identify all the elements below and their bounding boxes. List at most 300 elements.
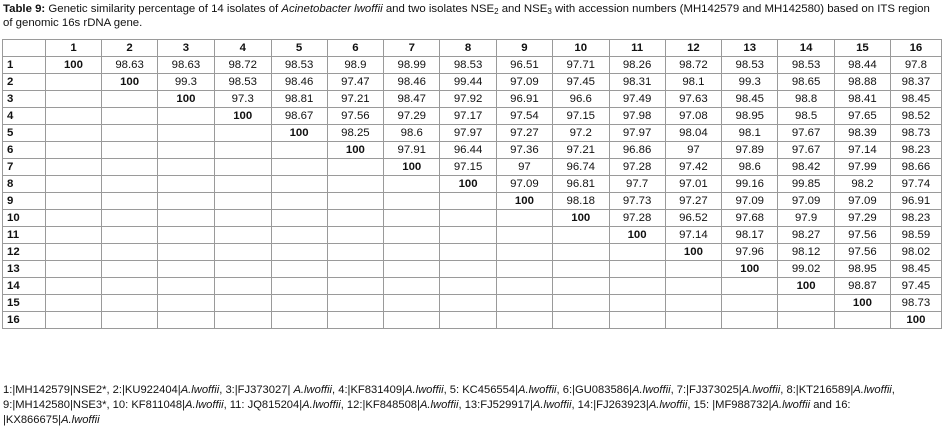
similarity-cell: 97.96 [722,244,778,261]
row-header: 5 [3,125,46,142]
similarity-cell: 98.42 [778,159,835,176]
similarity-cell: 98.65 [778,74,835,91]
row-header: 15 [3,295,46,312]
column-header: 13 [722,40,778,57]
similarity-cell: 98.59 [890,227,941,244]
similarity-cell [214,176,271,193]
caption-subscript: 2 [494,7,499,16]
similarity-cell: 97.8 [890,57,941,74]
similarity-cell: 99.3 [158,74,215,91]
table-row [3,295,942,312]
table-row [3,159,942,176]
similarity-cell: 97.63 [665,91,722,108]
similarity-cell: 97.21 [327,91,384,108]
similarity-cell: 97.29 [384,108,440,125]
similarity-cell [722,278,778,295]
similarity-cell [102,244,158,261]
footnote-species: A.lwoffii [293,384,333,396]
similarity-cell: 98.63 [102,57,158,74]
similarity-cell [158,261,215,278]
similarity-cell [45,159,101,176]
similarity-cell: 98.46 [271,74,327,91]
column-header: 16 [890,40,941,57]
similarity-cell: 97.09 [496,176,552,193]
footnote-text: , 11: JQ815204| [223,399,303,411]
similarity-cell [778,312,835,329]
column-header: 6 [327,40,384,57]
footnote-text: , 15: |MF988732| [687,399,772,411]
similarity-cell [609,312,665,329]
similarity-cell [722,312,778,329]
similarity-cell [496,261,552,278]
similarity-cell: 99.44 [440,74,497,91]
similarity-cell: 97.27 [496,125,552,142]
diagonal-cell: 100 [609,227,665,244]
table-row [3,278,942,295]
similarity-cell [384,312,440,329]
similarity-cell [45,108,101,125]
row-header: 10 [3,210,46,227]
footnote-species: A.lwoffii [61,414,100,426]
similarity-cell [45,210,101,227]
similarity-cell: 98.37 [890,74,941,91]
similarity-cell [214,125,271,142]
similarity-cell [327,244,384,261]
similarity-cell [271,295,327,312]
similarity-cell: 96.6 [552,91,609,108]
similarity-cell [102,159,158,176]
footnote-species: A.lwoffii [185,399,224,411]
table-header-row [3,40,942,57]
similarity-cell: 97.36 [496,142,552,159]
similarity-cell [158,244,215,261]
diagonal-cell: 100 [496,193,552,210]
similarity-cell: 98.52 [890,108,941,125]
diagonal-cell: 100 [440,176,497,193]
similarity-cell: 98.73 [890,295,941,312]
similarity-cell [271,193,327,210]
similarity-cell [327,159,384,176]
similarity-cell [214,312,271,329]
similarity-cell: 98.81 [271,91,327,108]
similarity-cell: 97.67 [778,142,835,159]
similarity-cell [384,176,440,193]
similarity-cell: 97.15 [552,108,609,125]
table-footnote [3,383,939,428]
similarity-cell: 98.23 [890,142,941,159]
similarity-cell [45,312,101,329]
similarity-cell [552,261,609,278]
similarity-cell [665,278,722,295]
similarity-cell: 98.88 [835,74,891,91]
row-header: 12 [3,244,46,261]
column-header: 4 [214,40,271,57]
diagonal-cell: 100 [778,278,835,295]
similarity-cell: 96.86 [609,142,665,159]
similarity-cell [102,193,158,210]
similarity-cell [102,125,158,142]
similarity-cell: 97.99 [835,159,891,176]
similarity-cell: 97.09 [835,193,891,210]
similarity-cell [609,244,665,261]
similarity-cell [102,210,158,227]
table-row [3,193,942,210]
similarity-cell: 97.54 [496,108,552,125]
similarity-cell: 96.91 [496,91,552,108]
similarity-cell: 98.25 [327,125,384,142]
similarity-cell [45,176,101,193]
similarity-cell: 98.95 [722,108,778,125]
similarity-cell: 97.3 [214,91,271,108]
similarity-cell [552,244,609,261]
caption-label: Table 9: [3,3,46,15]
similarity-cell [158,108,215,125]
similarity-cell [327,176,384,193]
similarity-cell: 98.45 [890,91,941,108]
similarity-cell [45,278,101,295]
similarity-cell [835,312,891,329]
similarity-cell: 97.68 [722,210,778,227]
similarity-cell [102,312,158,329]
diagonal-cell: 100 [722,261,778,278]
similarity-cell: 98.26 [609,57,665,74]
similarity-cell: 98.04 [665,125,722,142]
table-row [3,312,942,329]
footnote-species: A.lwoffii [741,384,781,396]
column-header: 15 [835,40,891,57]
similarity-cell: 97.67 [778,125,835,142]
similarity-cell [158,278,215,295]
similarity-cell [327,227,384,244]
similarity-cell: 98.53 [214,74,271,91]
footnote-text: and 16: |KX866675| [3,399,851,426]
similarity-cell [271,312,327,329]
similarity-cell: 98.66 [890,159,941,176]
similarity-cell: 97.09 [722,193,778,210]
similarity-cell: 96.74 [552,159,609,176]
similarity-cell [45,91,101,108]
table-row [3,108,942,125]
similarity-cell: 96.51 [496,57,552,74]
similarity-cell: 98.12 [778,244,835,261]
similarity-cell: 98.45 [890,261,941,278]
footnote-text: , 6:|GU083586| [556,384,633,396]
similarity-cell: 98.95 [835,261,891,278]
similarity-cell: 97.27 [665,193,722,210]
footnote-text: , 9:|MH142580|NSE3*, 10: KF811048| [3,384,895,411]
similarity-cell [384,261,440,278]
table-row [3,74,942,91]
similarity-cell [214,142,271,159]
similarity-cell [496,278,552,295]
footnote-species: A.lwoffii [771,399,811,411]
column-header: 3 [158,40,215,57]
caption-text: Genetic similarity percentage of 14 isolates of [45,3,282,15]
caption-text: and two isolates NSE [382,3,495,15]
similarity-cell [327,210,384,227]
similarity-cell [665,261,722,278]
similarity-cell: 97.28 [609,159,665,176]
row-header: 6 [3,142,46,159]
similarity-cell: 97.29 [835,210,891,227]
similarity-cell: 97.9 [778,210,835,227]
similarity-cell [45,295,101,312]
footnote-species: A.lwoffii [853,384,892,396]
similarity-cell [552,278,609,295]
diagonal-cell: 100 [327,142,384,159]
similarity-cell: 98.72 [665,57,722,74]
similarity-cell: 97.2 [552,125,609,142]
table-row [3,142,942,159]
similarity-cell: 98.53 [440,57,497,74]
similarity-cell: 96.52 [665,210,722,227]
column-header: 7 [384,40,440,57]
similarity-cell [214,210,271,227]
similarity-cell [552,227,609,244]
similarity-cell [384,193,440,210]
similarity-cell: 98.39 [835,125,891,142]
similarity-cell: 99.85 [778,176,835,193]
similarity-cell: 97.56 [835,227,891,244]
table-row [3,176,942,193]
column-header: 1 [45,40,101,57]
similarity-cell [665,312,722,329]
similarity-cell [158,312,215,329]
footnote-text: , 12:|KF848508| [340,399,420,411]
similarity-cell [271,176,327,193]
row-header: 8 [3,176,46,193]
similarity-cell: 99.02 [778,261,835,278]
similarity-cell: 98.31 [609,74,665,91]
column-header: 14 [778,40,835,57]
caption-species: Acinetobacter lwoffii [281,3,383,15]
table-caption [3,2,937,30]
similarity-cell [158,159,215,176]
table-row [3,261,942,278]
similarity-cell [722,295,778,312]
row-header: 14 [3,278,46,295]
similarity-cell [440,295,497,312]
footnote-text: , 5: KC456554| [443,384,518,396]
similarity-cell [45,74,101,91]
similarity-cell [327,261,384,278]
footnote-text: , 8:|KT216589| [780,384,854,396]
similarity-cell: 97.73 [609,193,665,210]
similarity-cell: 99.3 [722,74,778,91]
similarity-cell [102,91,158,108]
column-header: 11 [609,40,665,57]
similarity-cell [496,295,552,312]
similarity-cell [778,295,835,312]
similarity-cell [45,125,101,142]
column-header: 2 [102,40,158,57]
footnote-species: A.lwoffii [405,384,444,396]
similarity-cell: 98.6 [384,125,440,142]
similarity-cell: 98.47 [384,91,440,108]
similarity-cell: 97.98 [609,108,665,125]
similarity-cell: 97.65 [835,108,891,125]
similarity-cell [158,295,215,312]
similarity-cell [45,142,101,159]
similarity-cell: 98.72 [214,57,271,74]
similarity-cell [158,176,215,193]
footnote-text: , 4:|KF831409| [332,384,406,396]
similarity-cell [271,210,327,227]
row-header: 7 [3,159,46,176]
similarity-cell [45,227,101,244]
table-row [3,91,942,108]
diagonal-cell: 100 [384,159,440,176]
similarity-cell: 97.17 [440,108,497,125]
similarity-cell: 98.5 [778,108,835,125]
similarity-cell: 98.99 [384,57,440,74]
diagonal-cell: 100 [552,210,609,227]
similarity-cell [609,261,665,278]
similarity-cell [214,278,271,295]
footnote-species: A.lwoffii [632,384,671,396]
similarity-cell [327,278,384,295]
similarity-cell: 98.63 [158,57,215,74]
table-row [3,57,942,74]
similarity-cell [384,278,440,295]
similarity-cell [271,244,327,261]
similarity-cell: 97.74 [890,176,941,193]
similarity-cell [440,244,497,261]
footnote-text: , 3:|FJ373027| [219,384,294,396]
footnote-text: 1:|MH142579|NSE2*, 2:|KU922404| [3,384,181,396]
similarity-cell: 98.27 [778,227,835,244]
table-row [3,210,942,227]
similarity-cell [609,295,665,312]
similarity-cell [45,193,101,210]
similarity-cell: 98.41 [835,91,891,108]
similarity-cell: 97.56 [327,108,384,125]
similarity-cell: 96.44 [440,142,497,159]
footnote-species: A.lwoffii [518,384,557,396]
similarity-cell: 98.2 [835,176,891,193]
diagonal-cell: 100 [214,108,271,125]
similarity-cell [384,244,440,261]
similarity-cell [102,295,158,312]
diagonal-cell: 100 [102,74,158,91]
similarity-cell [440,210,497,227]
similarity-cell: 98.6 [722,159,778,176]
similarity-cell: 98.67 [271,108,327,125]
similarity-cell: 97.47 [327,74,384,91]
similarity-cell: 97.45 [552,74,609,91]
similarity-cell [440,261,497,278]
similarity-cell [158,142,215,159]
row-header: 11 [3,227,46,244]
similarity-cell: 98.87 [835,278,891,295]
diagonal-cell: 100 [665,244,722,261]
similarity-table [2,39,942,329]
similarity-cell [158,125,215,142]
similarity-cell: 98.1 [722,125,778,142]
table-row [3,227,942,244]
table-row [3,125,942,142]
similarity-cell [214,193,271,210]
similarity-cell: 97.92 [440,91,497,108]
column-header: 10 [552,40,609,57]
similarity-cell [158,193,215,210]
similarity-cell [214,261,271,278]
similarity-cell: 98.02 [890,244,941,261]
similarity-cell: 97.09 [496,74,552,91]
row-header: 16 [3,312,46,329]
similarity-cell: 97.14 [835,142,891,159]
similarity-cell [327,295,384,312]
similarity-cell [102,108,158,125]
similarity-cell: 98.44 [835,57,891,74]
similarity-cell [271,278,327,295]
similarity-cell [45,261,101,278]
similarity-cell [552,312,609,329]
column-header: 12 [665,40,722,57]
similarity-cell [214,227,271,244]
similarity-cell: 98.53 [722,57,778,74]
footnote-text: , 14:|FJ263923| [571,399,649,411]
similarity-cell: 98.53 [778,57,835,74]
similarity-cell [384,295,440,312]
similarity-cell: 98.9 [327,57,384,74]
similarity-cell [271,159,327,176]
row-header: 2 [3,74,46,91]
footnote-species: A.lwoffii [180,384,220,396]
similarity-cell: 97.09 [778,193,835,210]
column-header: 9 [496,40,552,57]
similarity-cell: 97.56 [835,244,891,261]
similarity-cell: 96.81 [552,176,609,193]
similarity-cell [158,210,215,227]
diagonal-cell: 100 [158,91,215,108]
similarity-cell [214,244,271,261]
similarity-cell [102,278,158,295]
similarity-cell [45,244,101,261]
similarity-cell: 98.1 [665,74,722,91]
similarity-cell: 98.8 [778,91,835,108]
similarity-cell [214,295,271,312]
similarity-cell: 96.91 [890,193,941,210]
table-row [3,244,942,261]
similarity-cell [102,261,158,278]
column-header: 5 [271,40,327,57]
similarity-cell: 98.23 [890,210,941,227]
similarity-cell [440,227,497,244]
diagonal-cell: 100 [271,125,327,142]
similarity-cell [158,227,215,244]
similarity-cell: 97.01 [665,176,722,193]
row-header: 3 [3,91,46,108]
similarity-cell: 97.08 [665,108,722,125]
similarity-cell [440,193,497,210]
similarity-cell: 98.17 [722,227,778,244]
footnote-species: A.lwoffii [302,399,341,411]
row-header: 9 [3,193,46,210]
row-header: 4 [3,108,46,125]
caption-subscript: 3 [547,7,552,16]
similarity-cell: 97.21 [552,142,609,159]
caption-text: with accession numbers (MH142579 and MH142580) based on ITS region of genomic 16s rDNA gene. [3,3,930,29]
similarity-cell: 98.53 [271,57,327,74]
caption-text: and NSE [498,3,548,15]
similarity-cell [327,193,384,210]
similarity-cell: 98.73 [890,125,941,142]
diagonal-cell: 100 [835,295,891,312]
similarity-cell: 97.28 [609,210,665,227]
similarity-cell: 97.49 [609,91,665,108]
similarity-cell [440,278,497,295]
